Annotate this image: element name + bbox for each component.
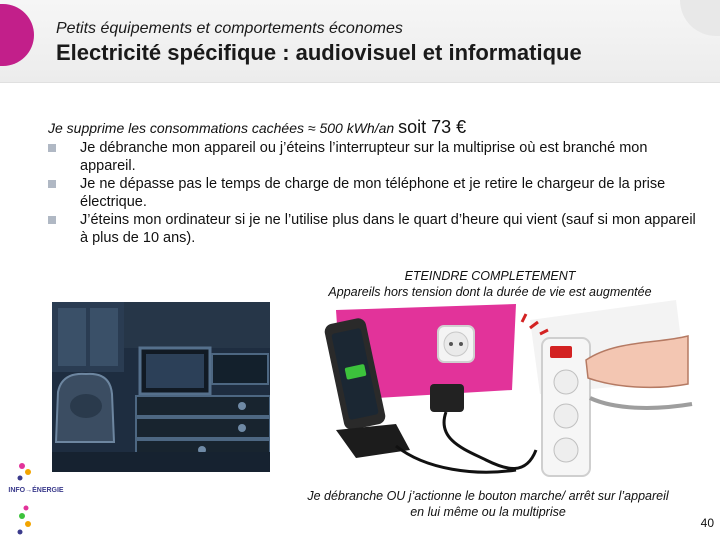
bullet-square-icon (48, 180, 56, 188)
caption-bottom (278, 488, 698, 520)
bullet-item (48, 175, 698, 211)
bullet-square-icon (48, 216, 56, 224)
bullet-item (48, 211, 698, 247)
slide-title: Electricité spécifique : audiovisuel et informatique (56, 40, 582, 65)
devices-drawing (316, 300, 694, 486)
bullet-item (48, 139, 698, 175)
intro-text: Je supprime les consommations cachées ≈ 500 kWh/an (48, 120, 395, 136)
page-number: 40 (700, 516, 714, 530)
intro-line (48, 117, 466, 138)
bullet-text: Je ne dépasse pas le temps de charge de mon téléphone et je retire le chargeur de la prise électrique. (80, 176, 666, 210)
devices-photo (316, 300, 694, 486)
bullet-text: J’éteins mon ordinateur si je ne l’utilise plus dans le quart d’heure qui vient (sauf si mon appareil à plus de 10 ans). (80, 212, 696, 246)
header-corner-shape (680, 0, 720, 36)
caption-bottom-line1: Je débranche OU j’actionne le bouton marche/ arrêt sur l’appareil (307, 489, 669, 503)
intro-highlight: soit 73 € (398, 117, 467, 137)
caption-top-line1: ETEINDRE COMPLETEMENT (404, 269, 576, 283)
bullet-square-icon (48, 144, 56, 152)
tv-room-drawing (52, 302, 270, 472)
caption-top (300, 268, 680, 300)
caption-top-line2: Appareils hors tension dont la durée de vie est augmentée (328, 285, 652, 299)
info-energie-logo-mark (4, 458, 68, 538)
info-energie-logo (4, 458, 68, 538)
caption-bottom-line2: en lui même ou la multiprise (410, 505, 566, 519)
logo-text: INFO→ÉNERGIE (8, 487, 64, 494)
bullet-text: Je débranche mon appareil ou j’éteins l’interrupteur sur la multiprise où est branché mon appareil. (80, 140, 648, 174)
header-accent-shape (0, 4, 34, 66)
tv-room-illustration (52, 302, 270, 472)
slide-subtitle: Petits équipements et comportements économes (56, 20, 403, 37)
bullet-list (48, 139, 698, 247)
